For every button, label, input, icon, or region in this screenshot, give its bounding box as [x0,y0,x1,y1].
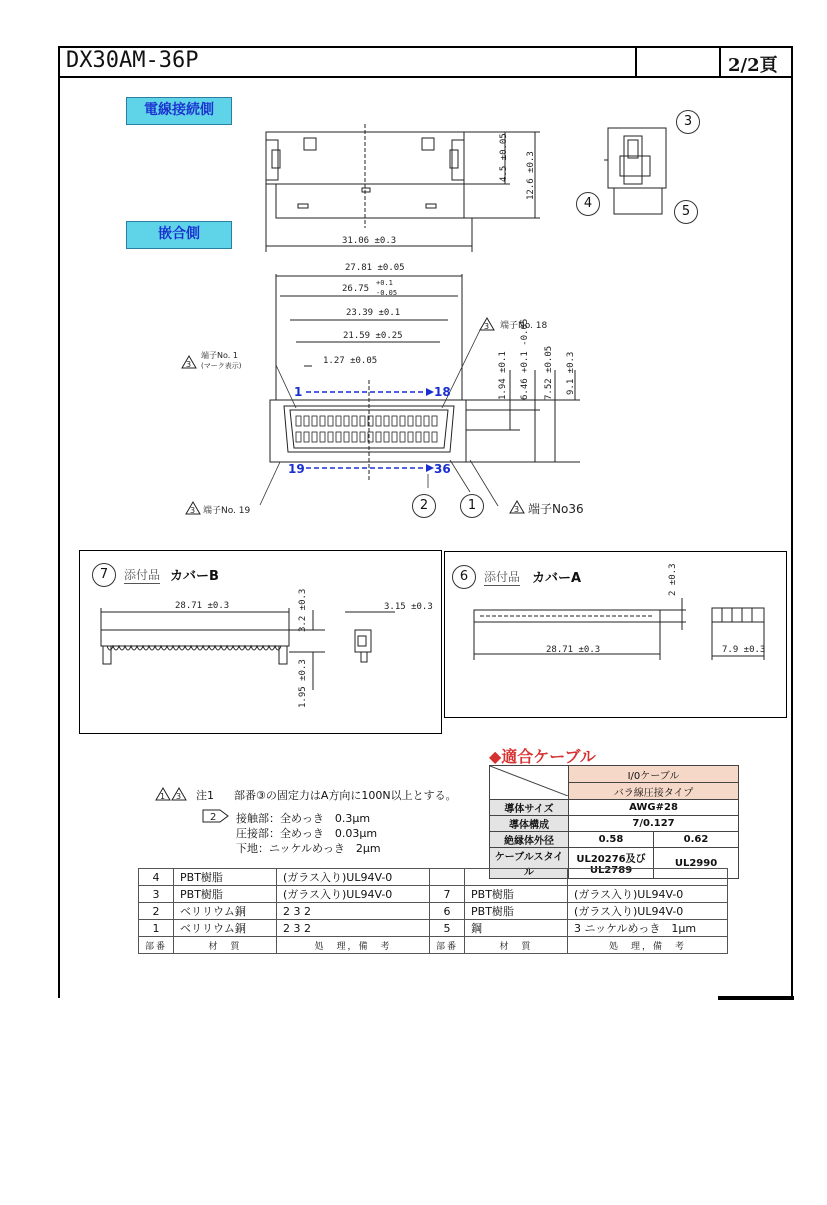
dim-9-1: 9.1 ±0.3 [566,351,576,395]
part-material: PBT樹脂 [465,903,568,920]
table-row [139,903,728,920]
delta-3-mark [508,499,526,515]
cable-header-1: I/0ケーブル [569,766,739,783]
note-1-mark: 注1 [196,789,214,802]
terminal-19-note: 端子No. 19 [203,506,251,516]
cover-b-height: 3.2 ±0.3 [298,588,308,632]
part-note: 2 3 2 [277,920,430,937]
table-row [139,920,728,937]
parts-table [138,868,728,954]
part-no: 2 [139,903,174,920]
cover-a-tag: 添付品 [484,570,521,584]
part-no [430,869,465,886]
title-block [58,46,793,78]
part-note: 2 3 2 [277,903,430,920]
footer-material: 材 質 [174,937,277,954]
svg-text:3: 3 [190,506,196,515]
note-1-text: 部番③の固定力はA方向に100N以上とする。 [234,789,457,802]
cable-corner [490,766,569,800]
dim-26-75-tol-up: +0.1 [376,279,393,287]
title-divider [635,46,637,76]
svg-text:3: 3 [484,322,490,331]
footer-note: 処 理，備 考 [568,937,728,954]
cable-row-label: 絶縁体外径 [490,832,569,848]
svg-text:3: 3 [186,360,192,369]
dim-21-59: 21.59 ±0.25 [343,331,403,341]
callout-1: 1 [460,494,484,518]
dim-26-75-tol-dn: -0.05 [376,289,398,297]
part-no: 3 [139,886,174,903]
footer-no: 部番 [430,937,465,954]
footer-note: 処 理，備 考 [277,937,430,954]
pin-36-label: 36 [434,462,451,476]
dim-4-5: 4.5 ±0.05 [499,133,509,182]
footer-no: 部番 [139,937,174,954]
terminal-1-note: 端子No. 1 [201,351,238,360]
pin-18-label: 18 [434,385,451,399]
svg-text:1: 1 [160,792,166,801]
terminal-1-sub: (マーク表示) [201,362,242,370]
front-view-drawing [180,260,600,520]
terminal-36-note: 端子No36 [528,502,584,516]
delta-3-mark [478,316,496,332]
table-row [139,886,728,903]
cover-b-height2: 1.95 ±0.3 [298,659,308,708]
dim-31-06: 31.06 ±0.3 [342,236,397,246]
cable-cell: 0.62 [654,832,739,848]
callout-5: 5 [674,200,698,224]
cover-a-name: カバーA [532,571,582,586]
cover-b-width2: 3.15 ±0.3 [384,602,433,612]
cover-a-height: 2 ±0.3 [668,563,678,596]
cover-a-ref: 6 [452,565,476,589]
part-material: 鋼 [465,920,568,937]
side-view-drawing [600,120,680,220]
cover-b-width: 28.71 ±0.3 [175,601,230,611]
delta-3-mark [180,354,198,370]
pin-1-label: 1 [294,385,303,399]
dim-7-52: 7.52 ±0.05 [544,345,554,400]
cable-row-label: 導体サイズ [490,800,569,816]
note-2-base: 下地：ニッケルめっき 2μm [236,842,381,855]
part-no: 5 [430,920,465,937]
part-material [465,869,568,886]
cable-row-label: 導体構成 [490,816,569,832]
cable-cell: 0.58 [569,832,654,848]
dim-pitch: 1.27 ±0.05 [323,356,378,366]
part-material: PBT樹脂 [174,869,277,886]
delta-1-3-marks [154,786,190,802]
mating-side-label: 嵌合側 [126,221,232,249]
part-note [568,869,728,886]
dim-12-6: 12.6 ±0.3 [526,151,536,200]
cover-b-tag: 添付品 [124,568,161,582]
part-no: 4 [139,869,174,886]
part-note: (ガラス入り)UL94V-0 [277,869,430,886]
footer-material: 材 質 [465,937,568,954]
cover-a-width: 28.71 ±0.3 [546,645,601,655]
part-material: PBT樹脂 [174,886,277,903]
part-material: ベリリウム銅 [174,920,277,937]
title-divider [719,46,721,76]
callout-4: 4 [576,192,600,216]
part-number: DX30AM-36P [66,48,199,73]
bottom-bar [718,996,794,1000]
cover-a-width2: 7.9 ±0.3 [722,645,766,655]
cable-cell: 7/0.127 [569,816,739,832]
part-note: (ガラス入り)UL94V-0 [568,903,728,920]
part-material: ベリリウム銅 [174,903,277,920]
part-note: (ガラス入り)UL94V-0 [277,886,430,903]
cable-table [489,765,739,879]
wire-side-label: 電線接続側 [126,97,232,125]
cable-cell: UL2990 [654,848,739,879]
cable-title: ◆適合ケーブル [489,747,596,766]
note-2-crimp: 圧接部：全めっき 0.03μm [236,827,378,840]
svg-text:3: 3 [514,505,520,514]
table-footer [139,937,728,954]
cover-a-drawing [470,590,780,670]
cover-b-name: カバーB [170,569,219,584]
page-number: 2/2頁 [728,55,778,76]
delta-3-mark [184,500,202,516]
cable-row-label: ケーブルスタイル [490,848,569,879]
part-no: 6 [430,903,465,920]
part-no: 1 [139,920,174,937]
dim-6-46: 6.46 +0.1 -0.05 [520,318,530,400]
part-note: 3 ニッケルめっき 1μm [568,920,728,937]
note-2-mark [202,808,230,824]
note-2-contact: 接触部：全めっき 0.3μm [236,812,371,825]
svg-text:2: 2 [210,812,217,823]
cable-cell: UL20276及び UL2789 [569,848,654,879]
cover-b-ref: 7 [92,563,116,587]
part-no: 7 [430,886,465,903]
dim-27-81: 27.81 ±0.05 [345,263,405,273]
part-material: PBT樹脂 [465,886,568,903]
table-row [139,869,728,886]
terminal-18-note: 端子No. 18 [500,321,548,331]
part-note: (ガラス入り)UL94V-0 [568,886,728,903]
cover-b-drawing [95,600,395,710]
dim-26-75: 26.75 [342,284,370,294]
dim-1-94: 1.94 ±0.1 [498,351,508,400]
callout-2: 2 [412,494,436,518]
pin-19-label: 19 [288,462,305,476]
callout-3: 3 [676,110,700,134]
cable-header-2: バラ線圧接タイプ [569,783,739,800]
dim-23-39: 23.39 ±0.1 [346,308,401,318]
cable-cell: AWG#28 [569,800,739,816]
svg-text:3: 3 [176,792,182,801]
